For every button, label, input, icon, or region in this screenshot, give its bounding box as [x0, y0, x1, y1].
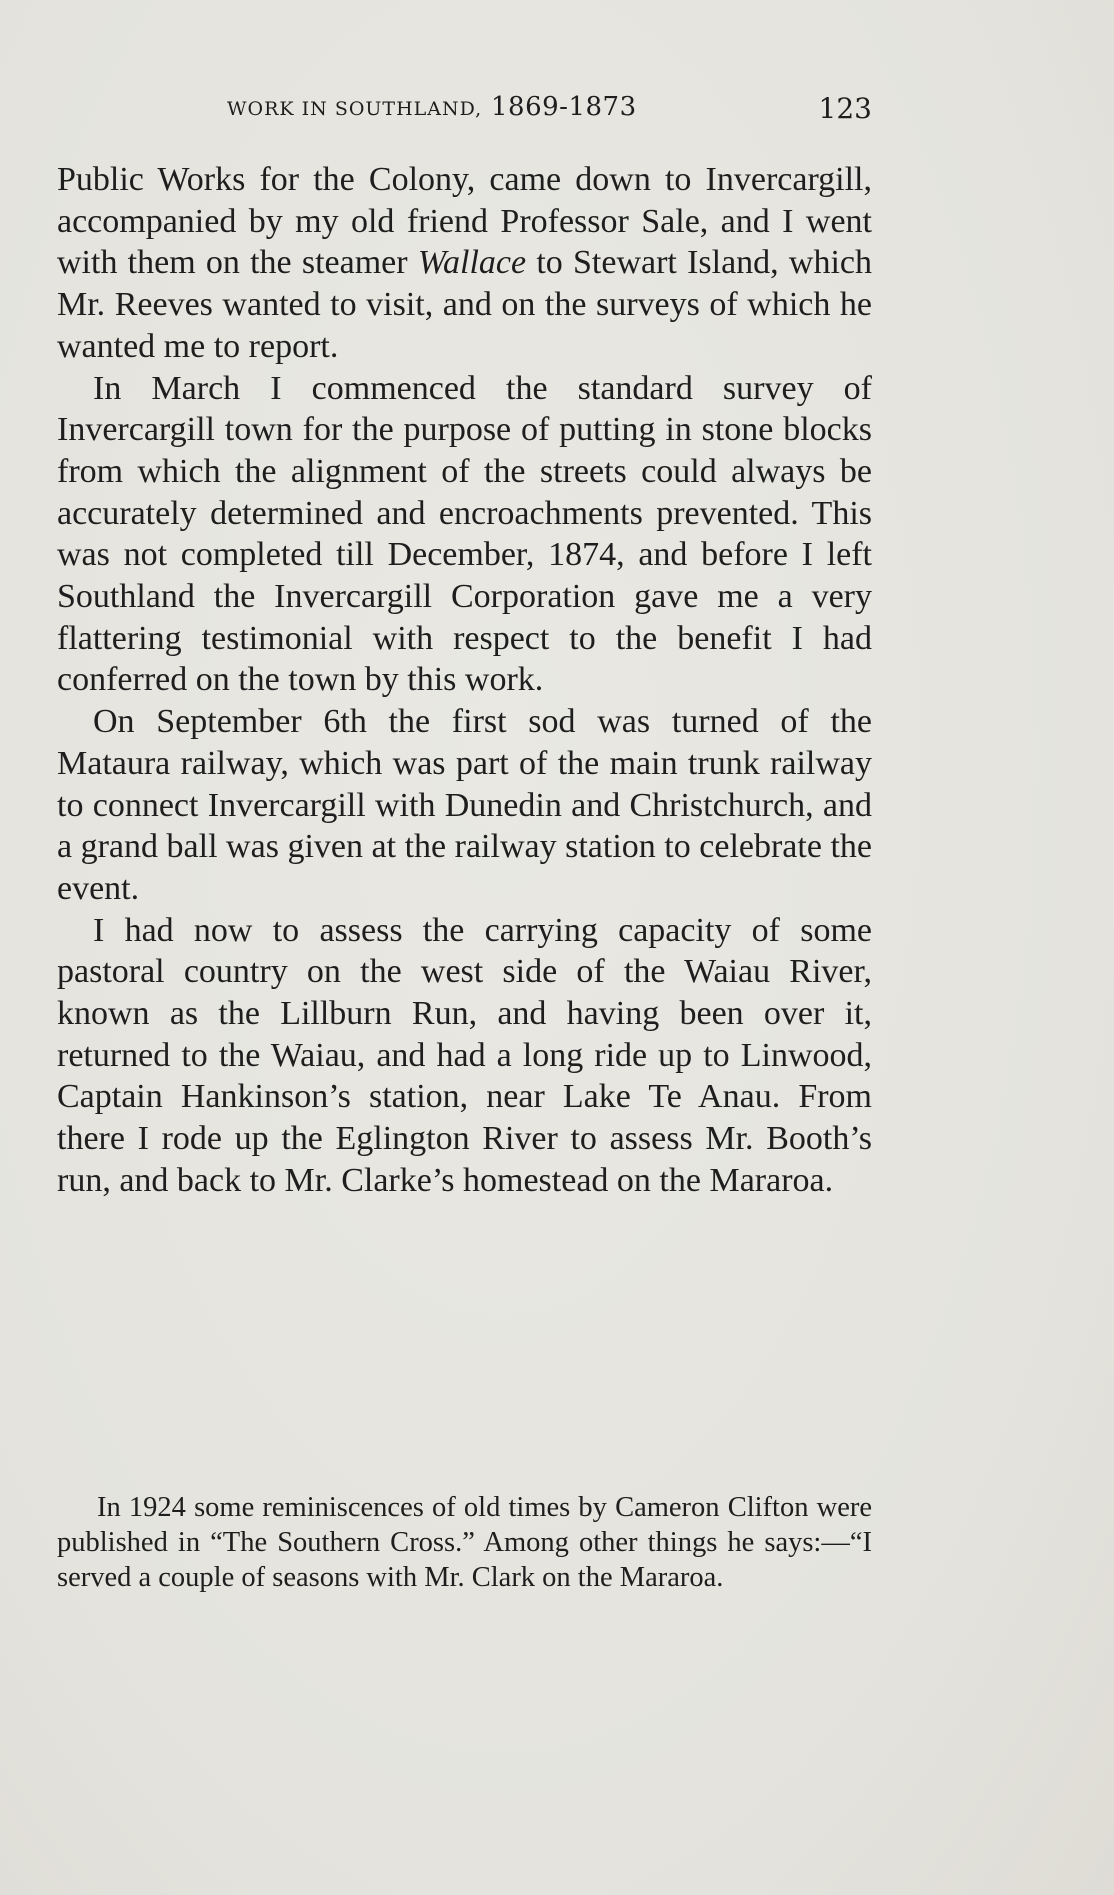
running-title: [227, 92, 637, 122]
running-header: [57, 92, 872, 132]
paragraph-3: On September 6th the first sod was turned of the Mataura railway, which was part of the main trunk railway to connect Invercargill with Dunedin and Christchurch, and a grand ball was given at the railway station to celebrate the event.: [57, 703, 872, 907]
footnote: In 1924 some reminiscences of old times by Cameron Clifton were published in “The Southern Cross.” Among other things he says:—“I served a couple of seasons with Mr. Clark on the Mararoa.: [57, 1492, 872, 1593]
running-title-years: 1869-1873: [491, 92, 637, 122]
running-title-text: WORK IN SOUTHLAND,: [227, 98, 483, 120]
paragraph-1: [57, 159, 872, 368]
ship-name: Wallace: [417, 244, 527, 282]
paragraph-1-text-b: to Stewart Island, which Mr. Reeves wanted to visit, and on the surveys of which he wanted me to report.: [57, 244, 872, 365]
paragraph-2: In March I commenced the standard survey of Invercargill town for the purpose of putting in stone blocks from which the alignment of the streets could always be accurately determined and encroachments prevented. This was not completed till December, 1874, and before I left Southland the Invercargill Corporation gave me a very flattering testimonial with respect to the benefit I had conferred on the town by this work.: [57, 369, 872, 699]
page-number: 123: [818, 92, 872, 125]
body-text: [57, 159, 872, 1202]
paragraph-4: I had now to assess the carrying capacity of some pastoral country on the west side of the Waiau River, known as the Lillburn Run, and having been over it, returned to the Waiau, and had a long ride up to Linwood, Captain Hankinson’s station, near Lake Te Anau. From there I rode up the Eglington River to assess Mr. Booth’s run, and back to Mr. Clarke’s homestead on the Mararoa.: [57, 911, 872, 1199]
paragraph-1-text-a: Public Works for the Colony, came down to Invercargill, accompanied by my old friend Professor Sale, and I went with them on the steamer: [57, 161, 872, 282]
